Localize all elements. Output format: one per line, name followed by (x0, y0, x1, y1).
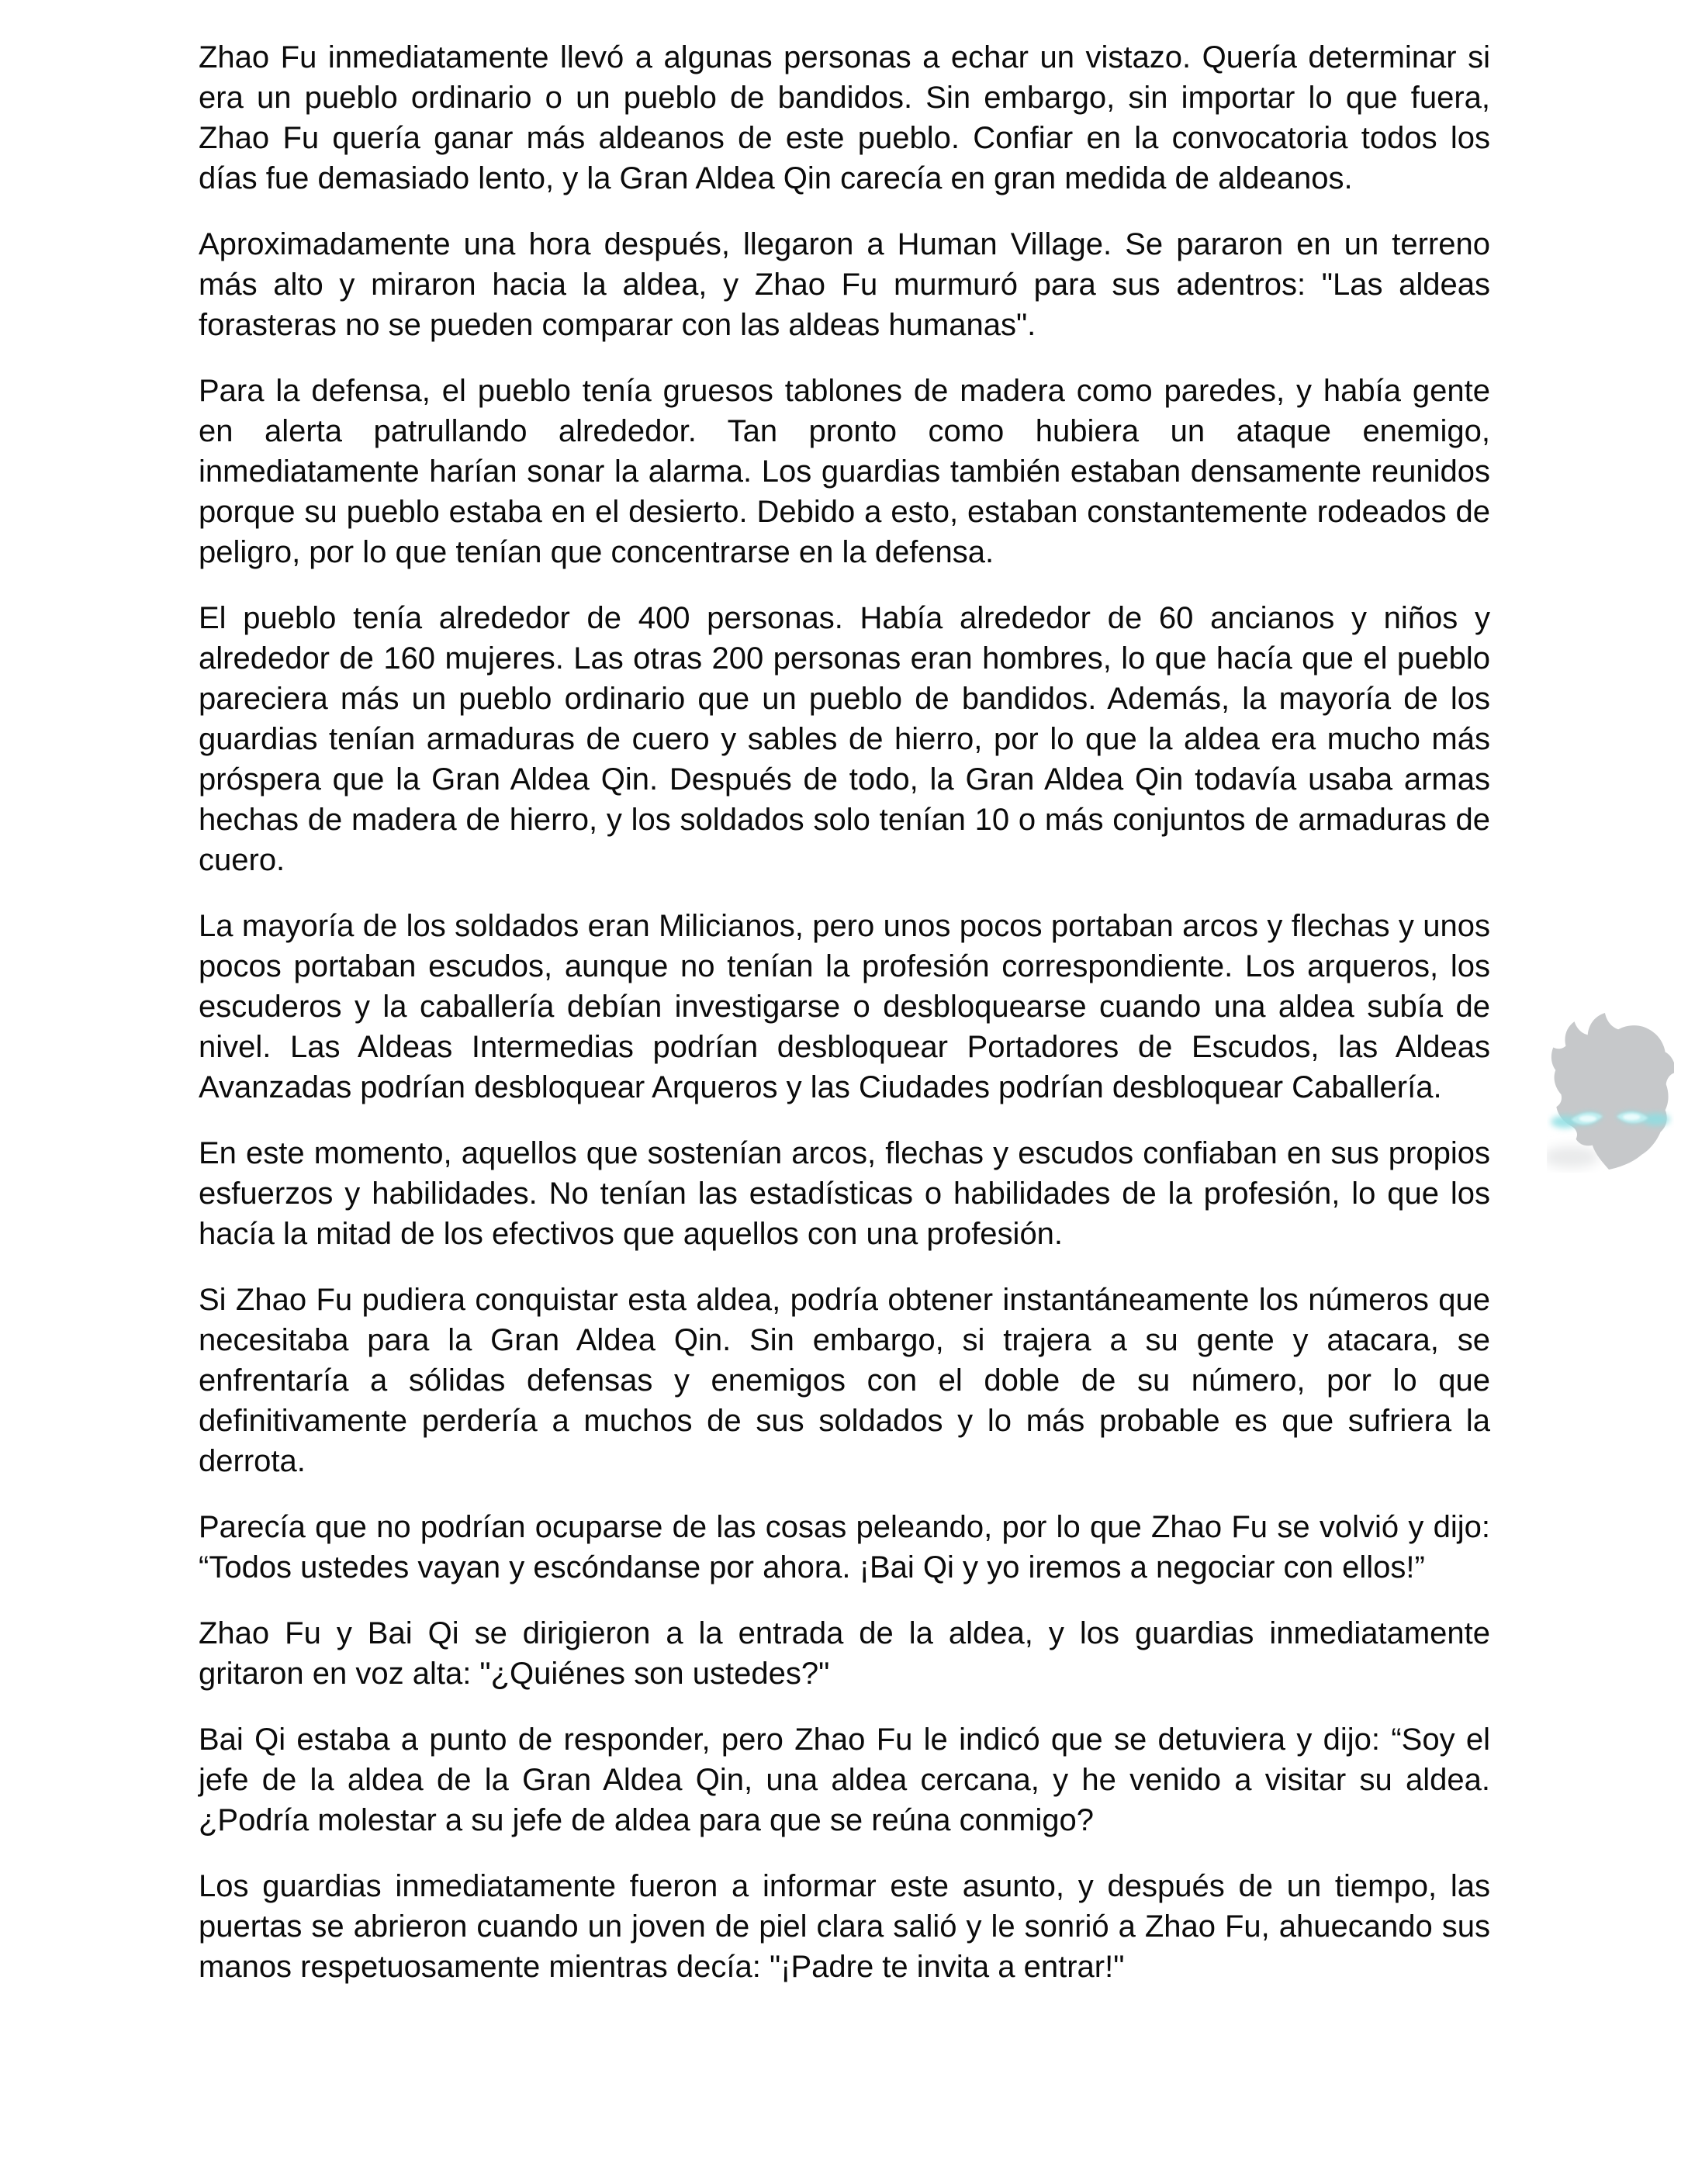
demon-head-silhouette (1551, 1013, 1674, 1170)
paragraph: Bai Qi estaba a punto de responder, pero Zhao Fu le indicó que se detuviera y dijo: “Soy el jefe de la aldea de la Gran Aldea Qin, una aldea cercana, y he venido a visitar su aldea. ¿Podría molestar a su jefe de aldea para que se reúna conmigo? (199, 1723, 1490, 1837)
paragraph: Zhao Fu inmediatamente llevó a algunas personas a echar un vistazo. Quería determinar si era un pueblo ordinario o un pueblo de bandidos. Sin embargo, sin importar lo que fuera, Zhao Fu quería ganar más aldeanos de este pueblo. Confiar en la convocatoria todos los días fue demasiado lento, y la Gran Aldea Qin carecía en gran medida de aldeanos. (199, 40, 1490, 195)
demon-head-watermark (1547, 1008, 1674, 1173)
paragraph: En este momento, aquellos que sostenían arcos, flechas y escudos confiaban en sus propios esfuerzos y habilidades. No tenían las estadísticas o habilidades de la profesión, lo que los hacía la mitad de los efectivos que aquellos con una profesión. (199, 1136, 1490, 1251)
right-eye-icon (1617, 1111, 1648, 1122)
paragraph: Zhao Fu y Bai Qi se dirigieron a la entrada de la aldea, y los guardias inmediatamente gritaron en voz alta: "¿Quiénes son ustedes?" (199, 1616, 1490, 1691)
left-eye-icon (1572, 1112, 1603, 1124)
paragraph: Para la defensa, el pueblo tenía gruesos tablones de madera como paredes, y había gente en alerta patrullando alrededor. Tan pronto como hubiera un ataque enemigo, inmediatamente harían sonar la alarma. Los guardias también estaban densamente reunidos porque su pueblo estaba en el desierto. Debido a esto, estaban constantemente rodeados de peligro, por lo que tenían que concentrarse en la defensa. (199, 374, 1490, 569)
paragraph: Aproximadamente una hora después, llegaron a Human Village. Se pararon en un terreno más alto y miraron hacia la aldea, y Zhao Fu murmuró para sus adentros: "Las aldeas forasteras no se pueden comparar con las aldeas humanas". (199, 227, 1490, 342)
paragraph: Si Zhao Fu pudiera conquistar esta aldea, podría obtener instantáneamente los números que necesitaba para la Gran Aldea Qin. Sin embargo, si trajera a su gente y atacara, se enfrentaría a sólidas defensas y enemigos con el doble de su número, por lo que definitivamente perdería a muchos de sus soldados y lo más probable es que sufriera la derrota. (199, 1283, 1490, 1478)
watermark-shadow (1547, 1146, 1600, 1168)
demon-head-icon (1547, 1008, 1674, 1173)
paragraph: La mayoría de los soldados eran Milicianos, pero unos pocos portaban arcos y flechas y unos pocos portaban escudos, aunque no tenían la profesión correspondiente. Los arqueros, los escuderos y la caballería debían investigarse o desbloquearse cuando una aldea subía de nivel. Las Aldeas Intermedias podrían desbloquear Portadores de Escudos, las Aldeas Avanzadas podrían desbloquear Arqueros y las Ciudades podrían desbloquear Caballería. (199, 909, 1490, 1104)
eye-flame-glow (1551, 1111, 1669, 1128)
article-text (199, 37, 1490, 2013)
paragraph: El pueblo tenía alrededor de 400 personas. Había alrededor de 60 ancianos y niños y alrededor de 160 mujeres. Las otras 200 personas eran hombres, lo que hacía que el pueblo pareciera más un pueblo ordinario que un pueblo de bandidos. Además, la mayoría de los guardias tenían armaduras de cuero y sables de hierro, por lo que la aldea era mucho más próspera que la Gran Aldea Qin. Después de todo, la Gran Aldea Qin todavía usaba armas hechas de madera de hierro, y los soldados solo tenían 10 o más conjuntos de armaduras de cuero. (199, 601, 1490, 877)
paragraph: Parecía que no podrían ocuparse de las cosas peleando, por lo que Zhao Fu se volvió y dijo: “Todos ustedes vayan y escóndanse por ahora. ¡Bai Qi y yo iremos a negociar con ellos!” (199, 1510, 1490, 1584)
paragraph: Los guardias inmediatamente fueron a informar este asunto, y después de un tiempo, las puertas se abrieron cuando un joven de piel clara salió y le sonrió a Zhao Fu, ahuecando sus manos respetuosamente mientras decía: "¡Padre te invita a entrar!" (199, 1869, 1490, 1984)
